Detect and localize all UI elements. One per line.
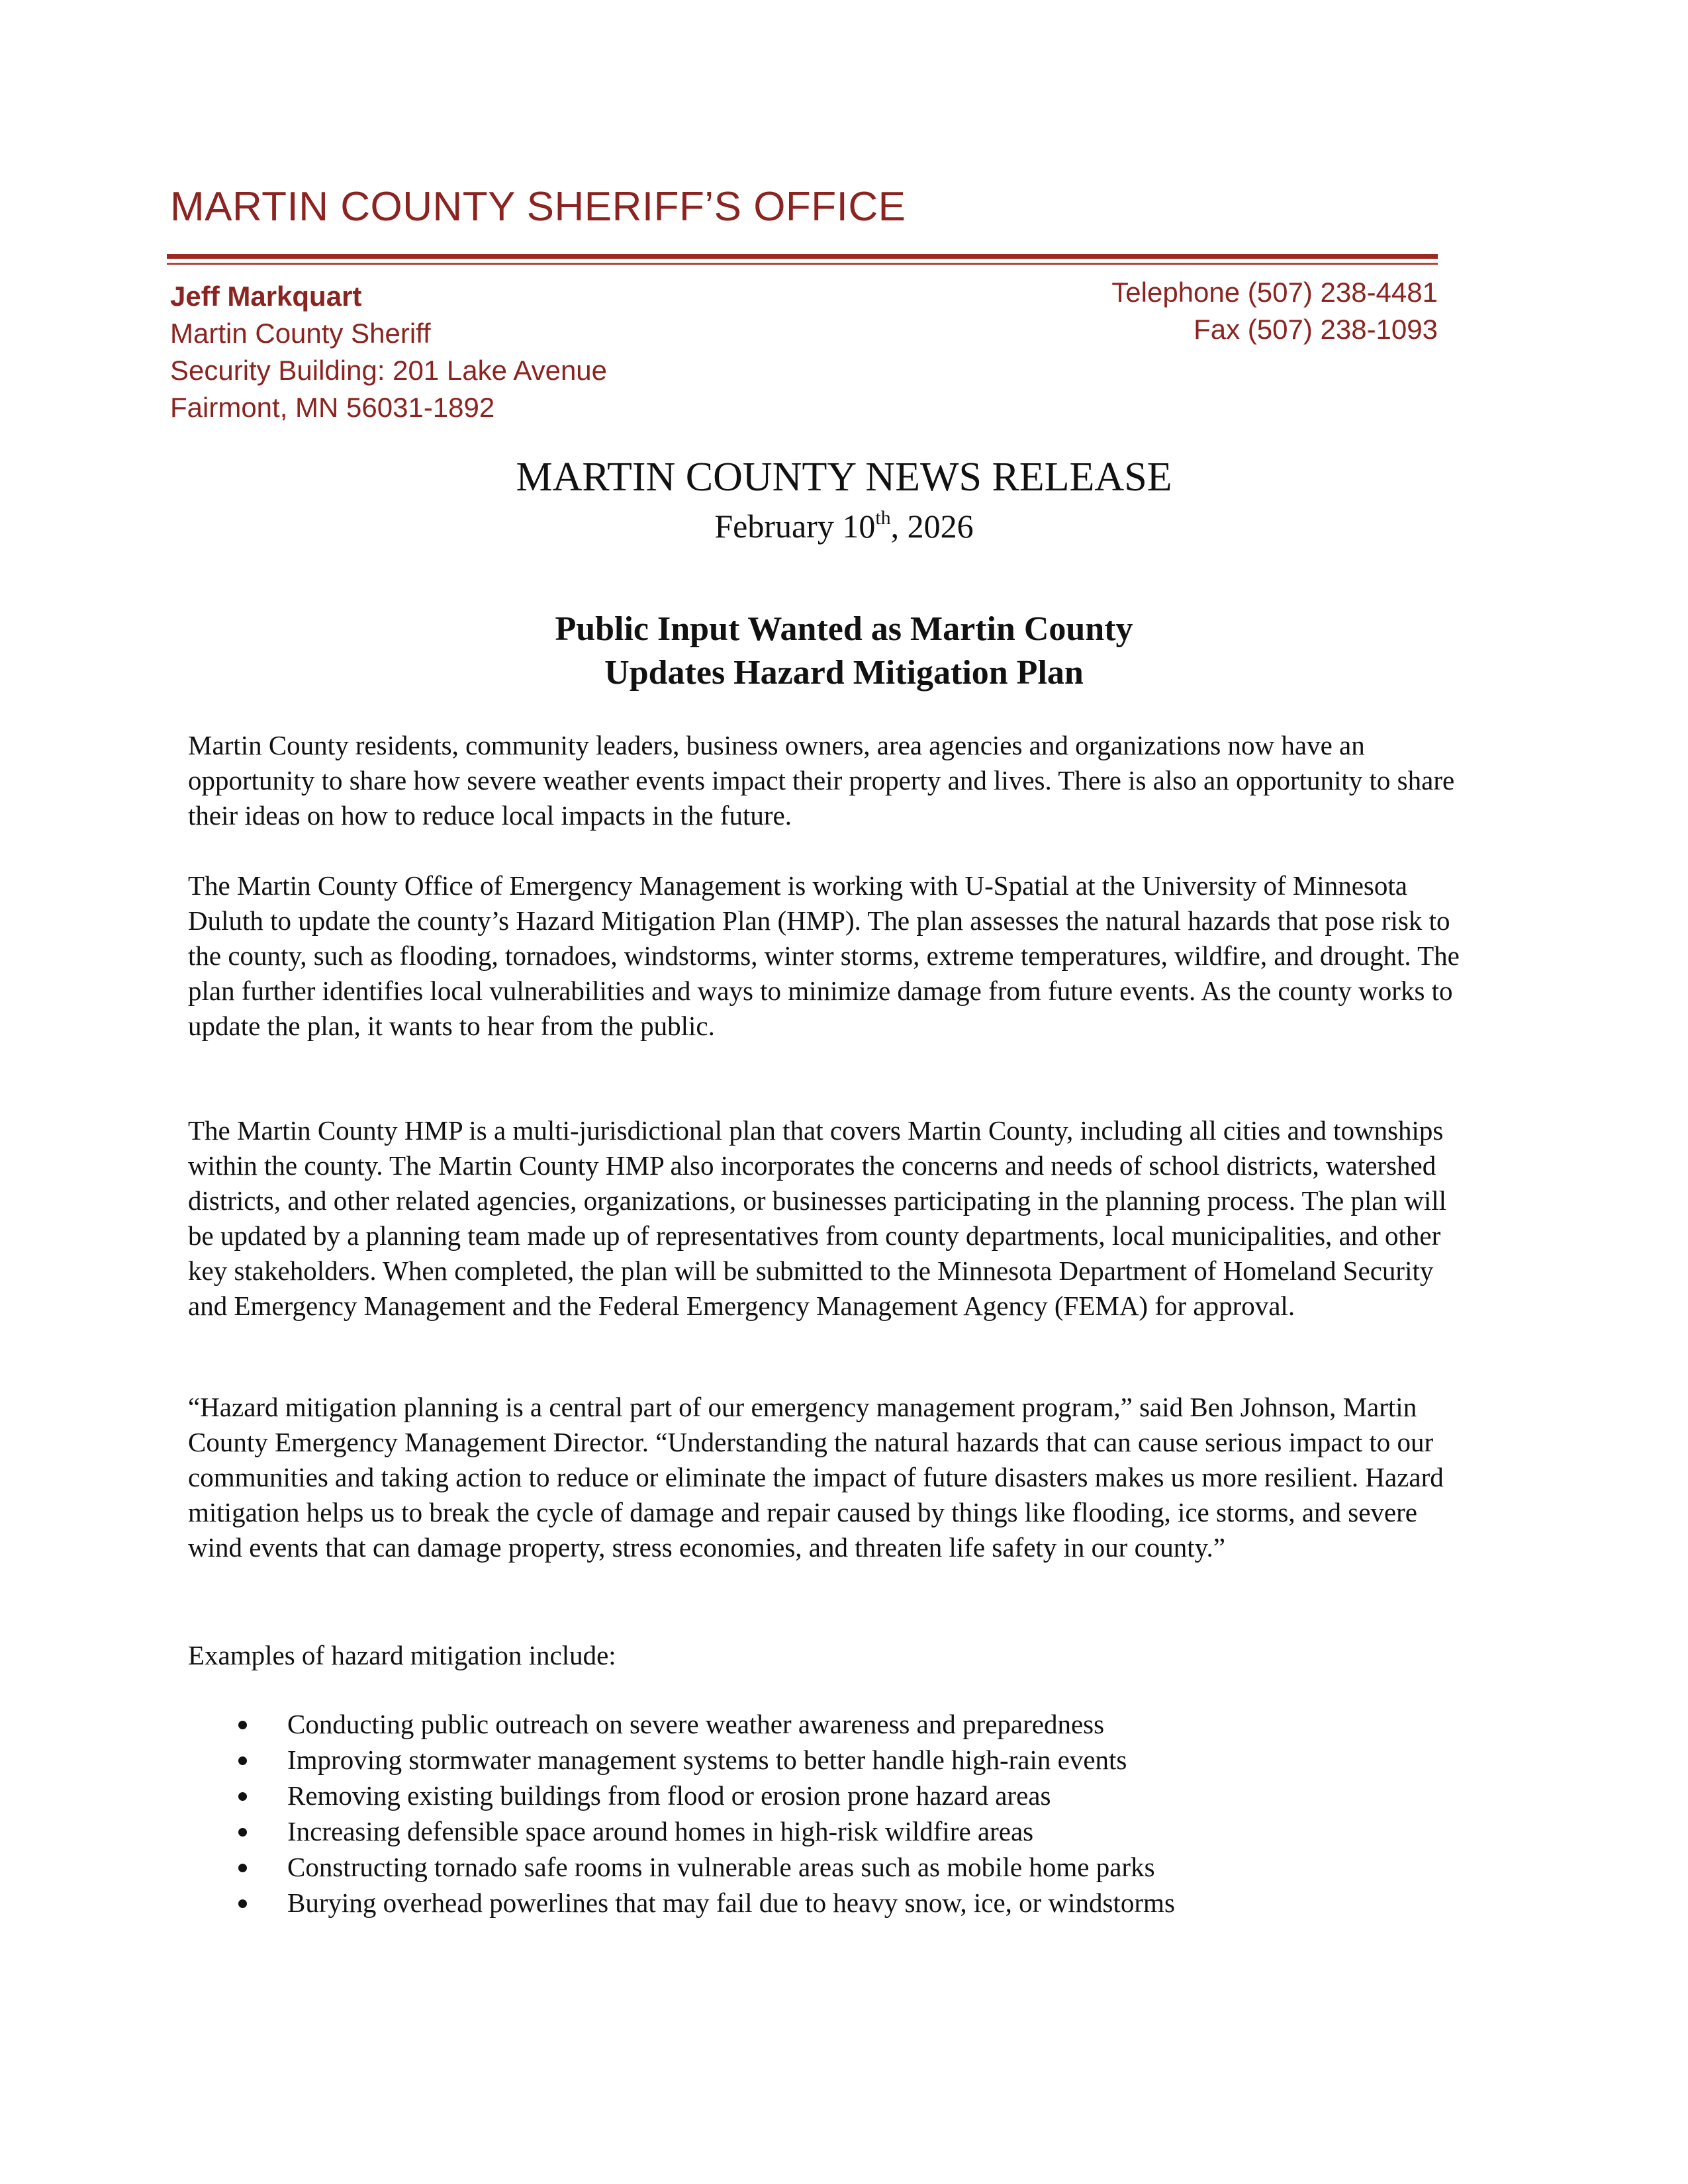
paragraph-3 — [188, 1113, 1472, 1324]
release-date-year: , 2026 — [890, 508, 974, 545]
paragraph-1 — [188, 728, 1472, 833]
headline — [0, 608, 1688, 695]
release-title: MARTIN COUNTY NEWS RELEASE — [516, 455, 1172, 500]
contact-info — [1111, 274, 1438, 348]
sheriff-name: Jeff Markquart — [170, 281, 362, 312]
list-item-text: Conducting public outreach on severe weather awareness and preparedness — [287, 1709, 1105, 1739]
bullet-icon — [238, 1756, 247, 1765]
bullet-icon — [238, 1828, 247, 1837]
list-item-text: Increasing defensible space around homes in high-risk wildfire areas — [287, 1816, 1034, 1846]
bullet-icon — [238, 1899, 247, 1908]
release-date-month-day: February 10 — [714, 508, 876, 545]
paragraph-4-text: “Hazard mitigation planning is a central part of our emergency management program,” said Ben Johnson, Martin County Emergency Management Director. “Understanding the natural hazards that can cause serious impact to our communities and taking action to reduce or eliminate the impact of future disasters makes us more resilient. Hazard mitigation helps us to break the cycle of damage and repair caused by things like flooding, ice storms, and severe wind events that can damage property, stress economies, and threaten life safety in our county.” — [188, 1392, 1444, 1563]
release-date — [0, 507, 1688, 545]
list-item — [234, 1778, 1426, 1813]
list-item — [234, 1706, 1426, 1742]
headline-line-2: Updates Hazard Mitigation Plan — [604, 654, 1084, 692]
sheriff-info — [170, 278, 607, 426]
header-rule-thick — [167, 254, 1438, 259]
list-item-text: Removing existing buildings from flood or erosion prone hazard areas — [287, 1780, 1051, 1811]
header-rule-thin — [167, 263, 1438, 265]
list-item — [234, 1849, 1426, 1885]
list-item — [234, 1813, 1426, 1849]
release-date-suffix: th — [875, 507, 891, 529]
fax: Fax (507) 238-1093 — [1194, 314, 1438, 345]
paragraph-2 — [188, 868, 1472, 1044]
list-item-text: Constructing tornado safe rooms in vulnerable areas such as mobile home parks — [287, 1852, 1155, 1882]
address-line-1: Security Building: 201 Lake Avenue — [170, 355, 608, 386]
list-item-text: Burying overhead powerlines that may fail due to heavy snow, ice, or windstorms — [287, 1888, 1175, 1918]
list-item — [234, 1885, 1426, 1921]
paragraph-5 — [188, 1638, 1472, 1673]
bullet-icon — [238, 1864, 247, 1872]
bullet-icon — [238, 1721, 247, 1729]
paragraph-3-text: The Martin County HMP is a multi-jurisdictional plan that covers Martin County, including all cities and townships within the county. The Martin County HMP also incorporates the concerns and needs of school districts, watershed districts, and other related agencies, organizations, or businesses participating in the planning process. The plan will be updated by a planning team made up of representatives from county departments, local municipalities, and other key stakeholders. When completed, the plan will be submitted to the Minnesota Department of Homeland Security and Emergency Management and the Federal Emergency Management Agency (FEMA) for approval. — [188, 1115, 1447, 1321]
paragraph-5-text: Examples of hazard mitigation include: — [188, 1640, 616, 1670]
mitigation-examples-list — [234, 1706, 1426, 1921]
list-item-text: Improving stormwater management systems to better handle high-rain events — [287, 1745, 1127, 1775]
sheriff-title: Martin County Sheriff — [170, 318, 431, 349]
headline-line-1: Public Input Wanted as Martin County — [555, 610, 1133, 648]
telephone: Telephone (507) 238-4481 — [1111, 277, 1438, 308]
address-line-2: Fairmont, MN 56031-1892 — [170, 392, 495, 423]
list-item — [234, 1742, 1426, 1778]
paragraph-4 — [188, 1390, 1472, 1565]
office-title: MARTIN COUNTY SHERIFF’S OFFICE — [170, 184, 906, 230]
paragraph-1-text: Martin County residents, community leaders, business owners, area agencies and organizations now have an opportunity to share how severe weather events impact their property and lives. There is also an opportunity to share their ideas on how to reduce local impacts in the future. — [188, 730, 1455, 831]
bullet-icon — [238, 1792, 247, 1801]
paragraph-2-text: The Martin County Office of Emergency Management is working with U-Spatial at the University of Minnesota Duluth to update the county’s Hazard Mitigation Plan (HMP). The plan assesses the natural hazards that pose risk to the county, such as flooding, tornadoes, windstorms, winter storms, extreme temperatures, wildfire, and drought. The plan further identifies local vulnerabilities and ways to minimize damage from future events. As the county works to update the plan, it wants to hear from the public. — [188, 870, 1460, 1041]
